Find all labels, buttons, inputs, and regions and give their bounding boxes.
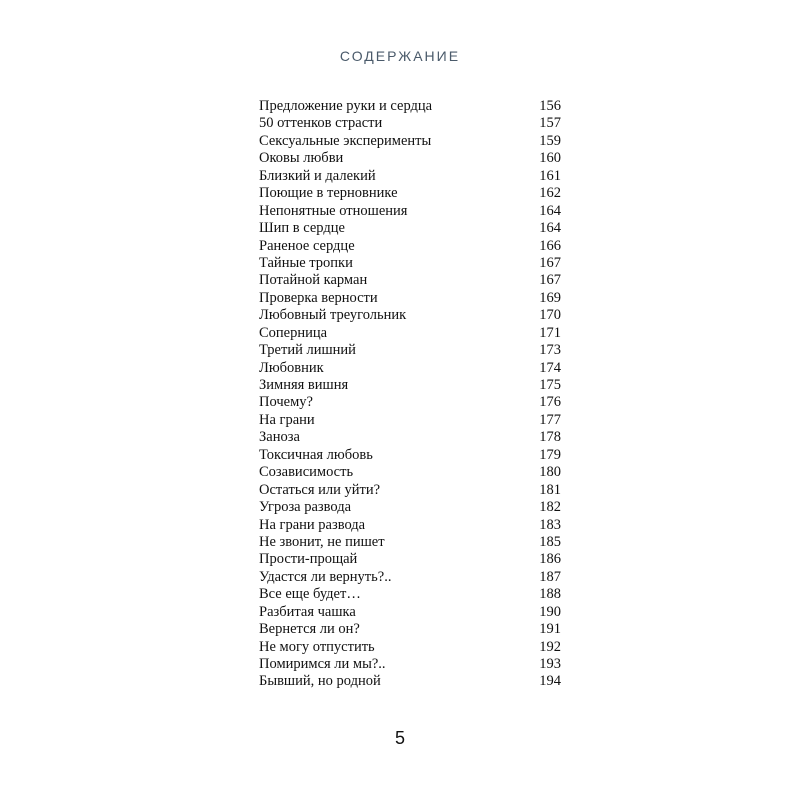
toc-entry-page: 183	[539, 516, 561, 533]
toc-entry-page: 182	[539, 499, 561, 516]
toc-entry-title: Вернется ли он?	[259, 621, 360, 638]
toc-entry-page: 175	[539, 377, 561, 393]
toc-entry	[259, 342, 561, 359]
toc-entry	[259, 290, 561, 307]
toc-entry	[259, 150, 561, 167]
toc-entry-title: На грани	[259, 411, 315, 428]
toc-entry-title: 50 оттенков страсти	[259, 115, 383, 132]
toc-entry-page: 191	[539, 621, 561, 638]
page-number: 5	[394, 728, 405, 748]
toc-entry-title: Предложение руки и сердца	[259, 98, 433, 114]
toc-entry-page: 188	[539, 586, 561, 603]
toc-entry-title: Почему?	[259, 394, 313, 411]
toc-entry-title: Зимняя вишня	[259, 377, 349, 393]
toc-entry	[259, 569, 561, 586]
toc-entry-title: Любовный треугольник	[259, 307, 407, 324]
toc-entry	[259, 429, 561, 446]
toc-entry-title: Заноза	[259, 429, 300, 446]
toc-entry-page: 180	[539, 464, 561, 481]
toc-entry-title: Любовник	[259, 359, 324, 376]
toc-entry-page: 167	[539, 254, 561, 271]
toc-entry-page: 157	[539, 115, 561, 132]
toc-entry	[259, 255, 561, 272]
toc-entry	[259, 499, 561, 516]
toc-entry-title: Прости-прощай	[259, 551, 358, 568]
table-of-contents	[259, 98, 561, 691]
toc-entry-page: 161	[539, 167, 561, 184]
toc-entry-title: Раненое сердце	[259, 237, 355, 254]
toc-entry-page: 190	[539, 603, 561, 620]
toc-entry-page: 174	[539, 359, 561, 376]
toc-entry	[259, 551, 561, 568]
toc-entry-title: Разбитая чашка	[259, 603, 356, 620]
toc-entry-page: 173	[539, 342, 561, 359]
toc-entry-title: Шип в сердце	[259, 220, 345, 237]
toc-entry-title: Тайные тропки	[259, 254, 353, 271]
toc-entry-title: Близкий и далекий	[259, 167, 376, 184]
toc-entry-title: Токсичная любовь	[259, 446, 373, 463]
toc-entry-page: 164	[539, 202, 561, 219]
toc-entry-page: 192	[539, 638, 561, 655]
toc-entry	[259, 604, 561, 621]
toc-entry	[259, 272, 561, 289]
toc-entry-page: 186	[539, 551, 561, 568]
toc-entry-title: Остаться или уйти?	[259, 481, 381, 498]
toc-entry-title: Все еще будет…	[259, 586, 361, 603]
toc-entry-page: 185	[539, 533, 561, 550]
toc-entry-page: 159	[539, 132, 561, 149]
toc-entry-page: 166	[539, 237, 561, 254]
toc-entry	[259, 464, 561, 481]
toc-entry	[259, 133, 561, 150]
toc-entry-page: 169	[539, 289, 561, 306]
toc-entry	[259, 482, 561, 499]
toc-entry	[259, 360, 561, 377]
toc-entry	[259, 534, 561, 551]
toc-entry	[259, 98, 561, 115]
toc-entry-page: 193	[539, 656, 561, 672]
toc-entry-page: 181	[539, 481, 561, 498]
toc-entry	[259, 394, 561, 411]
toc-entry-page: 164	[539, 220, 561, 237]
toc-entry-title: Бывший, но родной	[259, 673, 381, 690]
toc-entry	[259, 238, 561, 255]
toc-entry	[259, 203, 561, 220]
toc-entry	[259, 447, 561, 464]
toc-entry-title: Поющие в терновнике	[259, 185, 398, 202]
toc-entry	[259, 656, 561, 673]
toc-entry	[259, 168, 561, 185]
toc-entry	[259, 377, 561, 394]
toc-entry-page: 162	[539, 185, 561, 202]
toc-entry-title: Сексуальные эксперименты	[259, 132, 432, 149]
toc-entry-title: Оковы любви	[259, 150, 344, 167]
toc-entry	[259, 220, 561, 237]
toc-entry	[259, 621, 561, 638]
toc-entry-page: 177	[539, 411, 561, 428]
toc-entry	[259, 185, 561, 202]
toc-entry-title: Потайной карман	[259, 272, 368, 289]
toc-entry-title: Созависимость	[259, 464, 354, 481]
toc-entry-title: Не могу отпустить	[259, 638, 375, 655]
toc-entry-page: 194	[539, 673, 561, 690]
toc-entry-page: 176	[539, 394, 561, 411]
toc-entry-title: Непонятные отношения	[259, 202, 408, 219]
toc-entry-page: 160	[539, 150, 561, 167]
toc-entry-page: 156	[539, 98, 561, 114]
contents-heading: СОДЕРЖАНИЕ	[339, 48, 461, 64]
toc-entry-page: 178	[539, 429, 561, 446]
toc-entry	[259, 412, 561, 429]
toc-entry-title: На грани развода	[259, 516, 366, 533]
toc-entry	[259, 673, 561, 690]
toc-entry	[259, 115, 561, 132]
toc-entry-title: Удастся ли вернуть?..	[259, 568, 392, 585]
toc-entry	[259, 639, 561, 656]
toc-entry-page: 170	[539, 307, 561, 324]
toc-entry-title: Помиримся ли мы?..	[259, 656, 386, 672]
toc-entry-title: Третий лишний	[259, 342, 356, 359]
toc-entry	[259, 586, 561, 603]
toc-entry-title: Угроза развода	[259, 499, 352, 516]
toc-entry-page: 187	[539, 568, 561, 585]
toc-entry-title: Не звонит, не пишет	[259, 533, 385, 550]
toc-entry-page: 171	[539, 324, 561, 341]
toc-entry-title: Проверка верности	[259, 289, 378, 306]
toc-entry-page: 167	[539, 272, 561, 289]
toc-entry-page: 179	[539, 446, 561, 463]
toc-entry	[259, 517, 561, 534]
toc-entry	[259, 307, 561, 324]
toc-entry-title: Соперница	[259, 324, 328, 341]
toc-entry	[259, 325, 561, 342]
